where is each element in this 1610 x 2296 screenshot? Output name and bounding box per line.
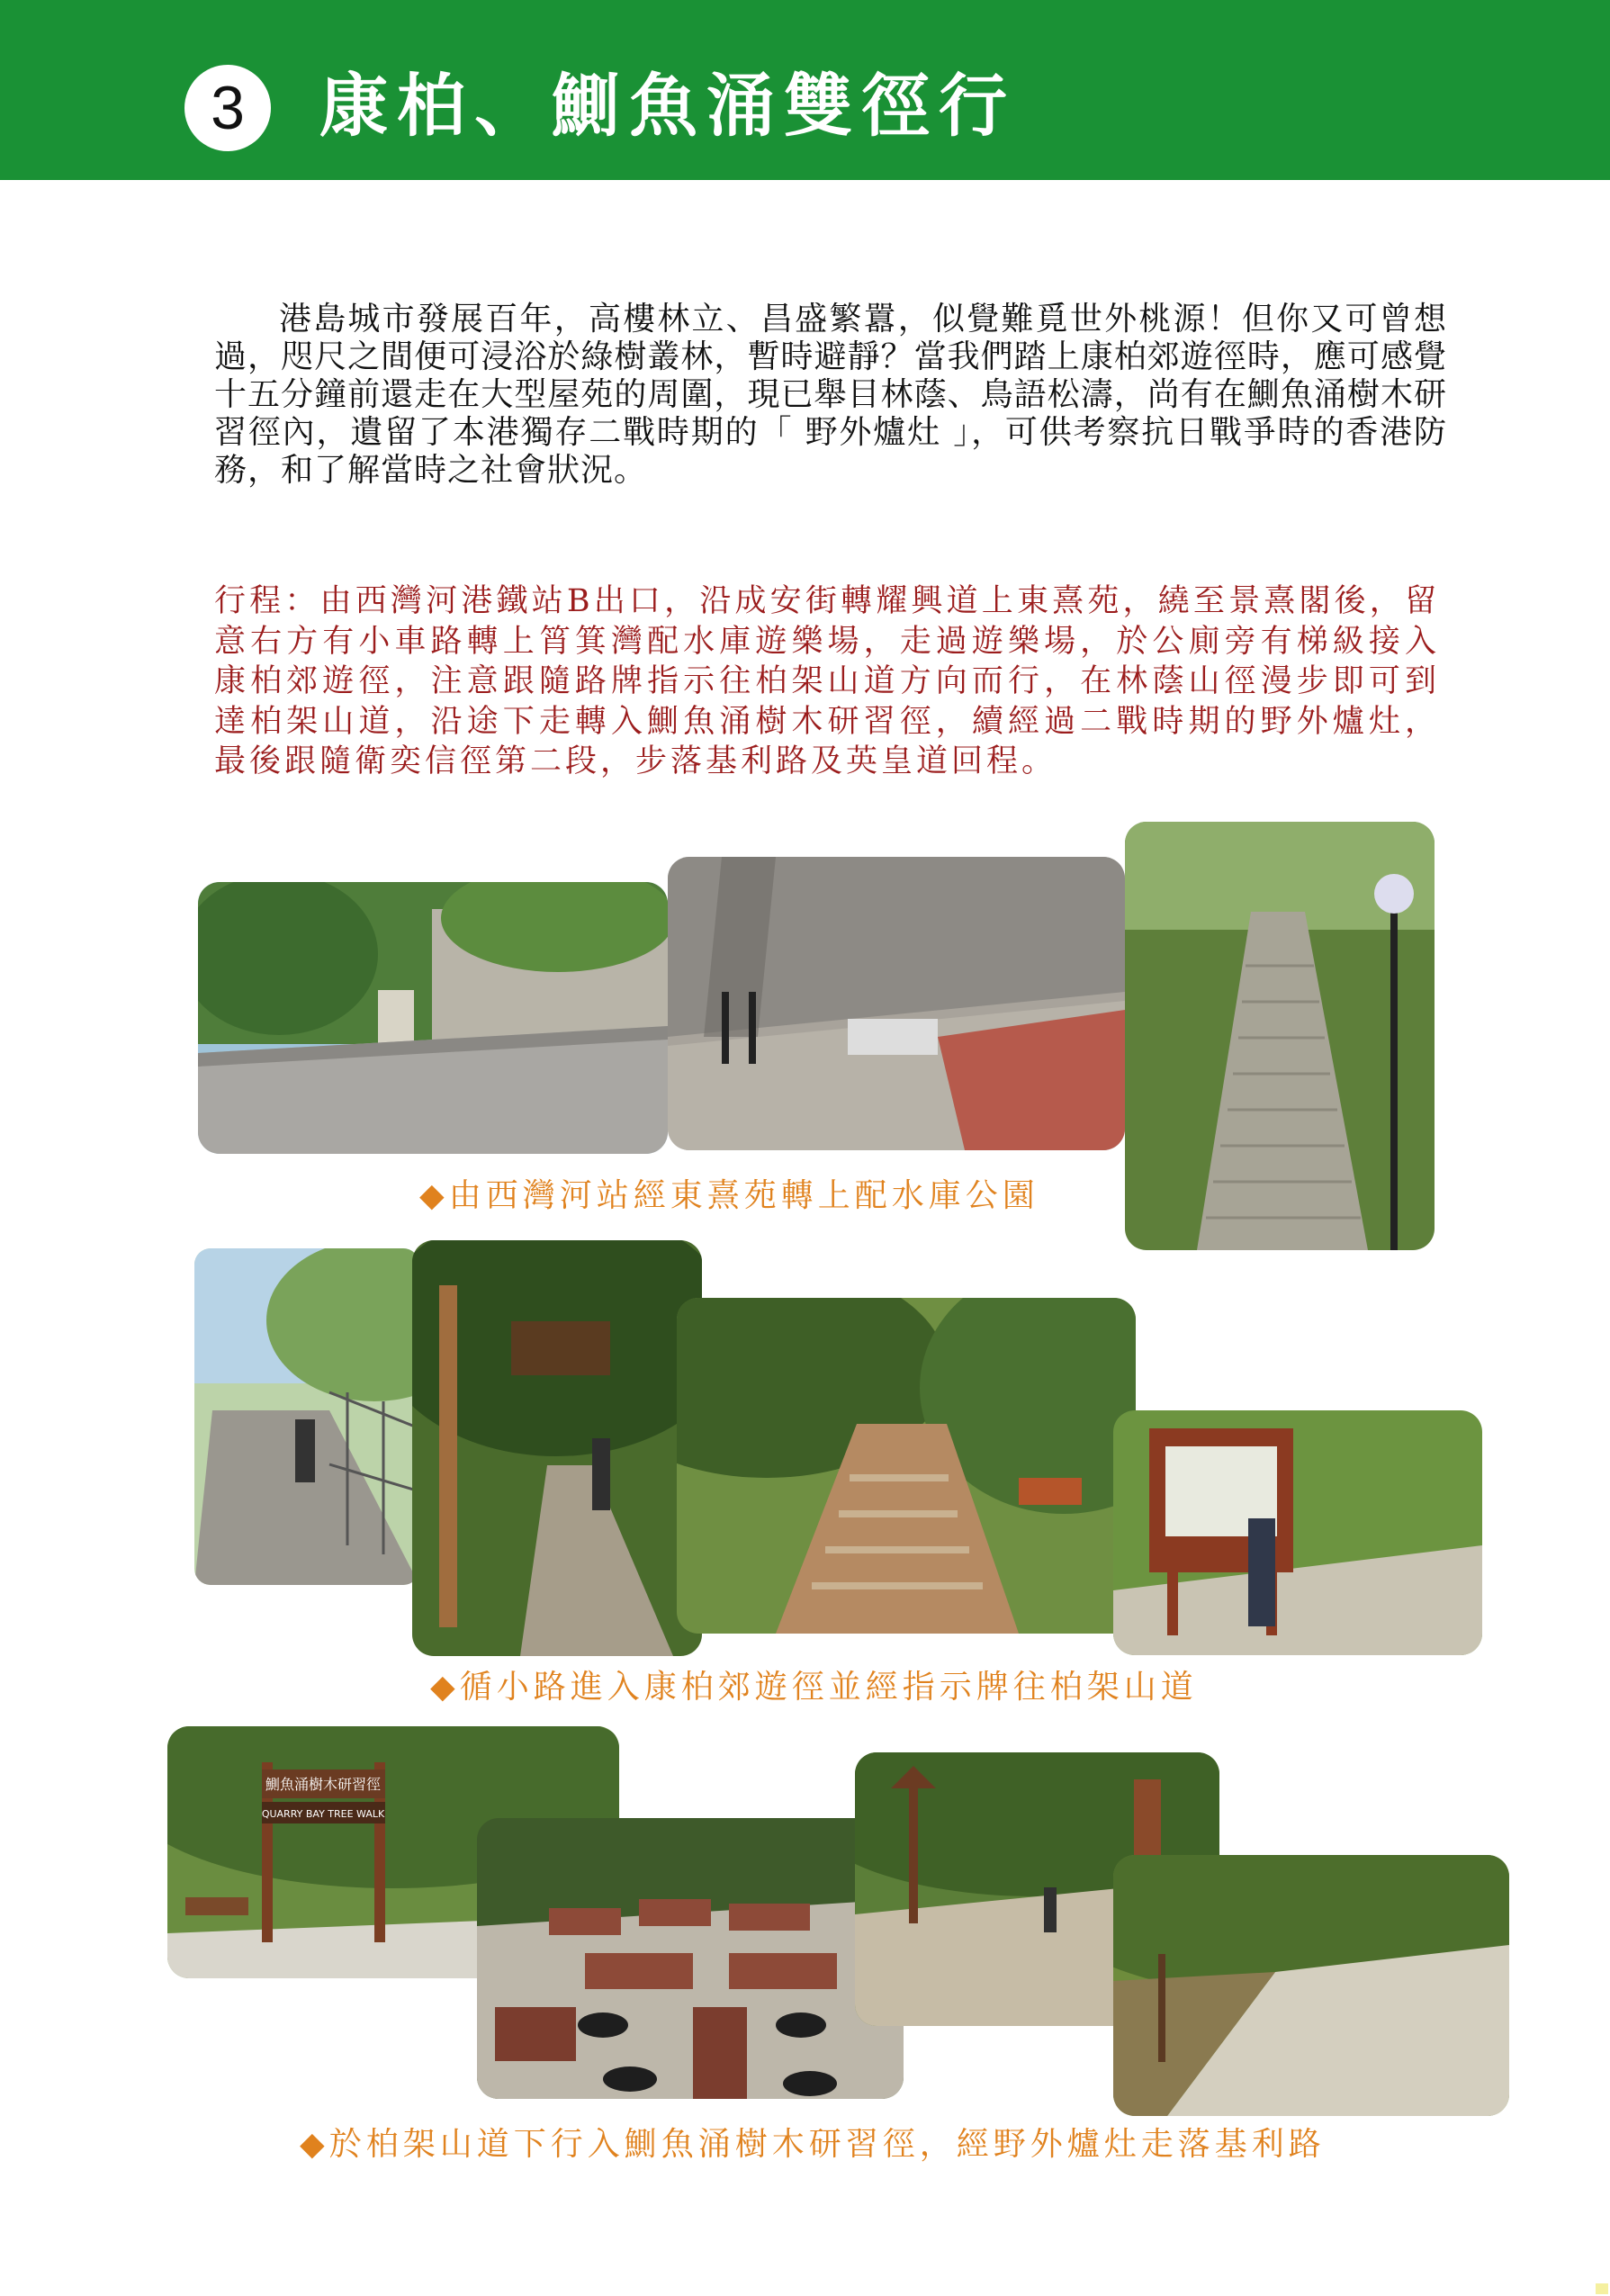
caption-row-3: ◆於柏架山道下行入鰂魚涌樹木研習徑，經野外爐灶走落基利路 bbox=[300, 2126, 1326, 2163]
photo-staircase-up bbox=[1125, 822, 1435, 1250]
photo-road-estate bbox=[198, 882, 668, 1154]
section-number-badge: 3 bbox=[184, 65, 271, 151]
photo-rock-wall-path bbox=[668, 857, 1125, 1150]
caption-row-2: ◆循小路進入康柏郊遊徑並經指示牌往柏架山道 bbox=[430, 1669, 1198, 1706]
tree-walk-sign-en: QUARRY BAY TREE WALK bbox=[261, 1808, 385, 1820]
diamond-bullet-icon: ◆ bbox=[430, 1669, 460, 1706]
photo-fenced-steps bbox=[194, 1248, 419, 1585]
caption-row-1: ◆由西灣河站經東熹苑轉上配水庫公園 bbox=[419, 1177, 1039, 1214]
header-bar bbox=[0, 0, 1610, 180]
photo-forest-path-start bbox=[412, 1240, 702, 1656]
photo-group-hikers bbox=[677, 1298, 1136, 1634]
diamond-bullet-icon: ◆ bbox=[419, 1177, 449, 1214]
photo-map-board bbox=[1113, 1410, 1482, 1655]
tree-walk-sign-cn: 鰂魚涌樹木研習徑 bbox=[265, 1776, 382, 1793]
photo-shaded-road bbox=[1113, 1855, 1509, 2116]
diamond-bullet-icon: ◆ bbox=[300, 2126, 329, 2163]
corner-mark bbox=[1596, 2283, 1608, 2294]
route-paragraph: 行程：由西灣河港鐵站B出口，沿成安街轉耀興道上東熹苑，繞至景熹閣後，留意右方有小車路轉上筲箕灣配水庫遊樂場，走過遊樂場，於公廁旁有梯級接入康柏郊遊徑，注意跟隨路牌指示往柏架山道方向而行，在林蔭山徑漫步即可到達柏架山道，沿途下走轉入鰂魚涌樹木研習徑，續經過二戰時期的野外爐灶，最後跟隨衛奕信徑第二段，步落基利路及英皇道回程。 bbox=[214, 583, 1440, 779]
page-title: 康柏、鰂魚涌雙徑行 bbox=[319, 66, 1016, 146]
intro-paragraph: 港島城市發展百年，高樓林立、昌盛繁囂，似覺難覓世外桃源！但你又可曾想過，咫尺之間便可浸浴於綠樹叢林，暫時避靜？當我們踏上康柏郊遊徑時，應可感覺十五分鐘前還走在大型屋苑的周圍，現已舉目林蔭、鳥語松濤，尚有在鰂魚涌樹木研習徑內，遺留了本港獨存二戰時期的「 野外爐灶 」，可供考察抗日戰爭時的香港防務，和了解當時之社會狀況。 bbox=[214, 301, 1447, 489]
photo-field-stoves bbox=[477, 1818, 904, 2099]
